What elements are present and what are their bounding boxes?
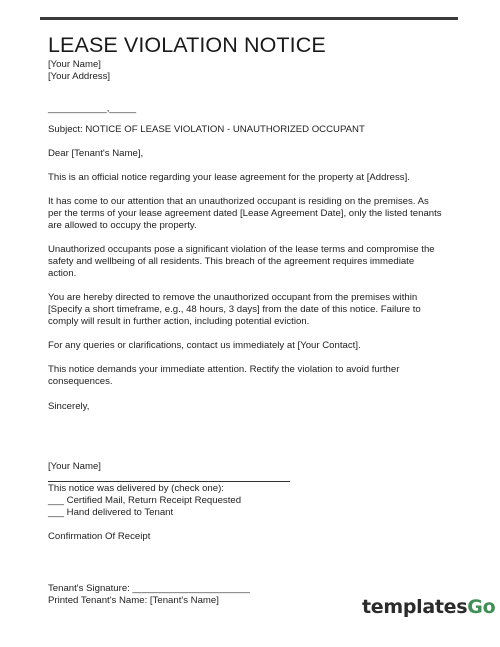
paragraph-line: Unauthorized occupants pose a significant violation of the lease terms and compromise the [48,244,435,255]
tenant-signature-field: Tenant's Signature: ______________________ [48,583,250,594]
paragraph-line: are allowed to occupy the property. [48,220,197,231]
sender-address: [Your Address] [48,71,111,82]
delivery-heading: This notice was delivered by (check one): [48,483,224,494]
subject-line: Subject: NOTICE OF LEASE VIOLATION - UNAUTHORIZED OCCUPANT [48,124,365,135]
paragraph-line: per the terms of your lease agreement dated [Lease Agreement Date], only the listed tenants [48,208,442,219]
printed-tenant-name: Printed Tenant's Name: [Tenant's Name] [48,595,219,606]
paragraph-line: [Specify a short timeframe, e.g., 48 hours, 3 days] from the date of this notice. Failure to [48,304,421,315]
paragraph-2 [48,196,468,232]
paragraph-line: comply will result in further action, including potential eviction. [48,316,310,327]
top-rule [40,17,458,20]
paragraph-3 [48,244,468,280]
date-blank: ___________,_____ [48,103,137,114]
paragraph-line: It has come to our attention that an unauthorized occupant is residing on the premises. As [48,196,429,207]
paragraph-line: safety and wellbeing of all residents. This breach of the agreement requires immediate [48,256,415,267]
paragraph-line: action. [48,268,77,279]
signature-line [48,481,290,482]
paragraph-line: You are hereby directed to remove the unauthorized occupant from the premises within [48,292,418,303]
sender-name: [Your Name] [48,59,101,70]
salutation: Dear [Tenant's Name], [48,148,144,159]
signature-name: [Your Name] [48,461,101,472]
delivery-option-hand-delivered: ___ Hand delivered to Tenant [48,507,174,518]
logo-text-go: Go [467,596,496,618]
closing: Sincerely, [48,401,90,412]
paragraph-line: For any queries or clarifications, contact us immediately at [Your Contact]. [48,340,361,351]
paragraph-line: This is an official notice regarding your lease agreement for the property at [Address]. [48,172,410,183]
paragraph-1 [48,172,468,184]
paragraph-line: This notice demands your immediate attention. Rectify the violation to avoid further [48,364,400,375]
confirmation-heading: Confirmation Of Receipt [48,531,151,542]
paragraph-5 [48,340,468,352]
paragraph-4 [48,292,468,328]
templatesgo-logo [362,596,495,618]
document-body [48,59,468,607]
delivery-option-certified-mail: ___ Certified Mail, Return Receipt Requested [48,495,242,506]
document-title: LEASE VIOLATION NOTICE [48,33,326,57]
paragraph-line: consequences. [48,376,113,387]
paragraph-6 [48,364,468,388]
document-page [48,32,468,607]
logo-text-templates: templates [362,596,468,618]
